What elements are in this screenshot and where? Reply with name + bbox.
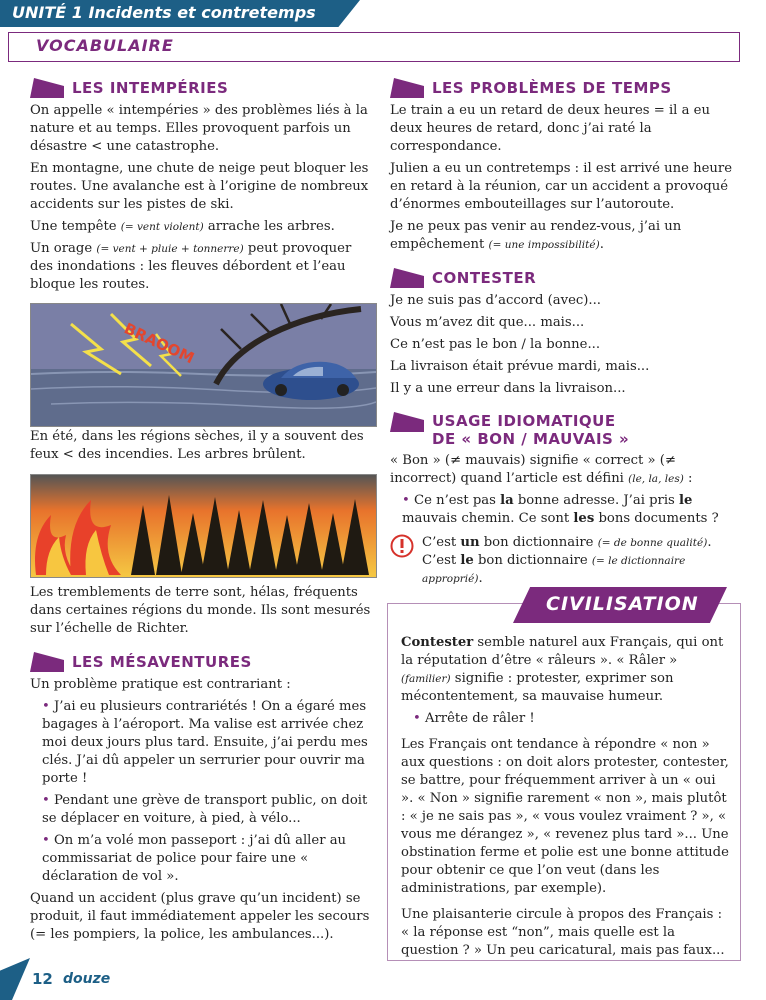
heading-marker-icon — [30, 78, 64, 98]
contester-line: Il y a une erreur dans la livraison... — [390, 381, 626, 396]
heading-contester — [390, 268, 740, 288]
unit-title: UNITÉ 1 Incidents et contretemps — [12, 3, 316, 22]
paragraph: Quand un accident (plus grave qu’un incident) se produit, il faut immédiatement appeler les secours (= les pompiers, la police, les ambulances...). — [30, 891, 370, 942]
warning-note — [390, 534, 740, 588]
heading-text: USAGE IDIOMATIQUE DE « BON / MAUVAIS » — [432, 412, 630, 448]
paragraph: « Bon » (≠ mauvais) signifie « correct » (≠ incorrect) quand l’article est défini (le, la, les) : — [390, 453, 693, 486]
contester-line: Vous m’avez dit que... mais... — [390, 315, 585, 330]
warning-line: C’est le bon dictionnaire (= le dictionnaire approprié). — [422, 553, 686, 586]
contester-line: La livraison était prévue mardi, mais... — [390, 359, 650, 374]
heading-marker-icon — [390, 78, 424, 98]
heading-marker-icon — [390, 268, 424, 288]
paragraph: Les Français ont tendance à répondre « non » aux questions : on doit alors protester, contester, se battre, pour fréquemment arriver à un « oui ». « Non » signifie rarement « non », mais plutôt : « je ne sais pas », « vous voulez vraiment ? », « vous me dérangez », « revenez plus tard »... Une obstination ferme et polie est une bonne attitude pour obtenir ce que l’on veut (dans les administrations, par exemple). — [401, 737, 729, 896]
right-column-top — [390, 78, 740, 588]
paragraph: Un orage (= vent + pluie + tonnerre) peut provoquer des inondations : les fleuves débordent et l’eau bloque les routes. — [30, 241, 352, 292]
civilisation-title: CIVILISATION — [546, 593, 699, 615]
heading-temps — [390, 78, 740, 98]
heading-usage — [390, 412, 740, 448]
paragraph: En été, dans les régions sèches, il y a souvent des feux < des incendies. Les arbres brûlent. — [30, 429, 364, 462]
storm-illustration — [30, 303, 377, 427]
bullet-item: • J’ai eu plusieurs contrariétés ! On a égaré mes bagages à l’aéroport. Ma valise est arrivée chez moi deux jours plus tard. Ensuite, j’ai perdu mes clés. J’ai dû appeler un serrurier pour ouvrir ma porte ! — [42, 699, 368, 786]
fire-illustration — [30, 474, 377, 578]
storm-sound-text: BRAOOM — [121, 319, 197, 368]
paragraph: Un problème pratique est contrariant : — [30, 677, 291, 692]
heading-marker-icon — [30, 652, 64, 672]
heading-mesaventures — [30, 652, 375, 672]
heading-text: LES INTEMPÉRIES — [72, 79, 229, 97]
paragraph: En montagne, une chute de neige peut bloquer les routes. Une avalanche est à l’origine de nombreux accidents sur les pistes de ski. — [30, 161, 369, 212]
paragraph: Une plaisanterie circule à propos des Français : « la réponse est “non”, mais quelle est la question ? » Un peu caricatural, mais pas faux... — [401, 907, 725, 958]
contester-line: Ce n’est pas le bon / la bonne... — [390, 337, 601, 352]
heading-text: LES PROBLÈMES DE TEMPS — [432, 79, 672, 97]
contester-line: Je ne suis pas d’accord (avec)... — [390, 293, 601, 308]
paragraph: Je ne peux pas venir au rendez-vous, j’ai un empêchement (= une impossibilité). — [390, 219, 682, 252]
page-number: 12 — [32, 970, 53, 988]
paragraph: Les tremblements de terre sont, hélas, fréquents dans certaines régions du monde. Ils sont mesurés sur l’échelle de Richter. — [30, 585, 371, 636]
left-column-top — [30, 78, 375, 298]
warning-icon — [390, 534, 414, 558]
heading-text: LES MÉSAVENTURES — [72, 653, 252, 671]
civilisation-text — [401, 634, 731, 964]
heading-text: CONTESTER — [432, 269, 537, 287]
bullet-item: • On m’a volé mon passeport : j’ai dû aller au commissariat de police pour faire une « déclaration de vol ». — [42, 833, 347, 884]
paragraph: Contester semble naturel aux Français, qui ont la réputation d’être « râleurs ». « Râler » (familier) signifie : protester, exprimer son mécontentement, sa mauvaise humeur. — [401, 635, 724, 704]
bullet-item: • Pendant une grève de transport public, on doit se déplacer en voiture, à pied, à vélo... — [42, 793, 368, 826]
page-word: douze — [63, 971, 111, 987]
left-column-bottom — [30, 584, 375, 948]
section-title: VOCABULAIRE — [36, 36, 174, 55]
left-column-fire-text — [30, 428, 375, 468]
paragraph: Une tempête (= vent violent) arrache les arbres. — [30, 219, 335, 234]
warning-line: C’est un bon dictionnaire (= de bonne qualité). — [422, 535, 712, 550]
heading-marker-icon — [390, 412, 424, 432]
footer-corner — [0, 958, 30, 1000]
heading-intemperies — [30, 78, 375, 98]
paragraph: Le train a eu un retard de deux heures = il a eu deux heures de retard, donc j’ai raté la correspondance. — [390, 103, 710, 154]
paragraph: On appelle « intempéries » des problèmes liés à la nature et au temps. Elles provoquent parfois un désastre < une catastrophe. — [30, 103, 368, 154]
paragraph: Julien a eu un contretemps : il est arrivé une heure en retard à la réunion, car un accident a provoqué d’énormes embouteillages sur l’autoroute. — [390, 161, 733, 212]
bullet-item: • Arrête de râler ! — [413, 711, 535, 726]
bullet-item: • Ce n’est pas la bonne adresse. J’ai pris le mauvais chemin. Ce sont les bons documents ? — [402, 493, 719, 526]
